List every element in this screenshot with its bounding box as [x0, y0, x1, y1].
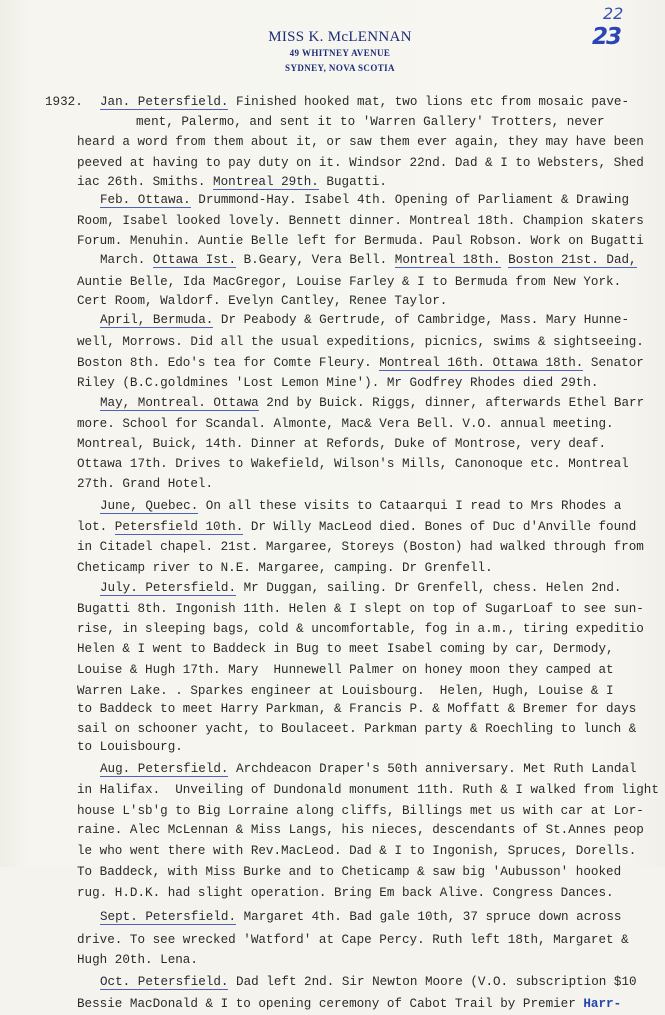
line-text: Auntie Belle, Ida MacGregor, Louise Farley & I to Bermuda from New York.: [77, 275, 622, 289]
diary-line: [77, 454, 629, 475]
line-text: March.: [100, 253, 153, 267]
diary-line: [77, 132, 644, 153]
line-text: 27th. Grand Hotel.: [77, 477, 214, 491]
diary-line: [77, 994, 621, 1015]
underlined-heading: Feb. Ottawa.: [100, 193, 191, 207]
line-text: le who went there with Rev.MacLeod. Dad & I to Ingonish, Spruces, Dorells.: [77, 844, 637, 858]
line-text: Louise & Hugh 17th. Mary Hunnewell Palmer on honey moon they camped at: [77, 663, 614, 677]
diary-line: [77, 660, 614, 681]
line-text: Mr Duggan, sailing. Dr Grenfell, chess. Helen 2nd.: [236, 581, 622, 595]
line-text: sail on schooner yacht, to Boulaceet. Parkman party & Roechling to lunch &: [77, 722, 637, 736]
line-text: Drummond-Hay. Isabel 4th. Opening of Parliament & Drawing: [190, 193, 630, 207]
line-text: lot.: [77, 520, 115, 534]
diary-line: [100, 972, 637, 993]
underlined-heading: Petersfield 10th.: [114, 520, 244, 534]
diary-line: [77, 537, 644, 558]
handwritten-page-number-corrected: 23: [592, 24, 621, 50]
underlined-heading: Ottawa Ist.: [152, 253, 237, 267]
line-text: peeved at having to pay duty on it. Windsor 22nd. Dad & I to Websters, Shed: [77, 156, 644, 170]
line-text: B.Geary, Vera Bell.: [236, 253, 395, 267]
diary-body: [0, 92, 665, 1011]
line-text: house L'sb'g to Big Lorraine along cliffs, Billings met us with car at Lor-: [77, 804, 644, 818]
diary-line: [77, 883, 614, 904]
line-text: Warren Lake. . Sparkes engineer at Louisbourg. Helen, Hugh, Louise & I: [77, 684, 614, 698]
underlined-heading: Montreal 29th.: [213, 175, 319, 189]
diary-line: [77, 332, 644, 353]
diary-line: [100, 578, 621, 599]
line-text: iac 26th. Smiths.: [77, 175, 214, 189]
year-label: 1932.: [45, 95, 83, 109]
diary-line: [77, 599, 644, 620]
diary-line: [77, 737, 183, 758]
line-text: in Citadel chapel. 21st. Margaree, Storeys (Boston) had walked through from: [77, 540, 644, 554]
line-text: Montreal, Buick, 14th. Dinner at Refords, Duke of Montrose, very deaf.: [77, 437, 607, 451]
line-text: Forum. Menuhin. Auntie Belle left for Bermuda. Paul Robson. Work on Bugatti: [77, 234, 644, 248]
line-text: to Louisbourg.: [77, 740, 183, 754]
line-text: Cheticamp river to N.E. Margaree, camping. Dr Grenfell.: [77, 561, 493, 575]
diary-line: [77, 353, 644, 374]
diary-line: [77, 517, 636, 538]
handwritten-correction: Harr-: [583, 997, 622, 1011]
diary-line: [77, 930, 629, 951]
line-text: Archdeacon Draper's 50th anniversary. Met Ruth Landal: [228, 762, 637, 776]
underlined-heading: July. Petersfield.: [100, 581, 237, 595]
line-text: Cert Room, Waldorf. Evelyn Cantley, Renee Taylor.: [77, 294, 448, 308]
line-text: rise, in sleeping bags, cold & uncomfortable, fog in a.m., tiring expeditio: [77, 622, 644, 636]
line-text: To Baddeck, with Miss Burke and to Cheticamp & saw big 'Aubusson' hooked: [77, 865, 622, 879]
diary-line: [77, 639, 614, 660]
diary-line: [77, 291, 447, 312]
letterhead: [250, 28, 430, 76]
line-text: Bessie MacDonald & I to opening ceremony of Cabot Trail by Premier: [77, 997, 584, 1011]
diary-line: [77, 619, 644, 640]
line-text: Dr Willy MacLeod died. Bones of Duc d'Anville found: [243, 520, 637, 534]
line-text: to Baddeck to meet Harry Parkman, & Francis P. & Moffatt & Bremer for days: [77, 702, 637, 716]
underlined-heading: Sept. Petersfield.: [100, 910, 237, 924]
diary-line: [77, 699, 636, 720]
line-text: Finished hooked mat, two lions etc from mosaic pave-: [228, 95, 630, 109]
underlined-heading: May, Montreal. Ottawa: [100, 396, 259, 410]
diary-line: [100, 496, 621, 517]
line-text: heard a word from them about it, or saw them ever again, they may have been: [77, 135, 644, 149]
line-text: Ottawa 17th. Drives to Wakefield, Wilson's Mills, Canonoque etc. Montreal: [77, 457, 629, 471]
line-text: Riley (B.C.goldmines 'Lost Lemon Mine'). Mr Godfrey Rhodes died 29th.: [77, 376, 599, 390]
underlined-heading: Oct. Petersfield.: [100, 975, 229, 989]
line-text: Room, Isabel looked lovely. Bennett dinner. Montreal 18th. Champion skaters: [77, 214, 644, 228]
diary-line: [100, 393, 644, 414]
line-text: 2nd by Buick. Riggs, dinner, afterwards Ethel Barr: [258, 396, 645, 410]
underlined-heading: Montreal 18th.: [394, 253, 501, 267]
line-text: [501, 253, 509, 267]
line-text: Boston 8th. Edo's tea for Comte Fleury.: [77, 356, 380, 370]
diary-line: [77, 414, 614, 435]
line-text: in Halifax. Unveiling of Dundonald monument 11th. Ruth & I walked from light: [77, 783, 659, 797]
diary-line: [77, 474, 213, 495]
handwritten-page-number: 22: [603, 4, 624, 23]
line-text: Senator: [583, 356, 644, 370]
diary-line: [77, 434, 606, 455]
line-text: drive. To see wrecked 'Watford' at Cape Percy. Ruth left 18th, Margaret &: [77, 933, 629, 947]
letterhead-address-city: SYDNEY, NOVA SCOTIA: [285, 63, 395, 73]
line-text: rug. H.D.K. had slight operation. Bring Em back Alive. Congress Dances.: [77, 886, 614, 900]
diary-line: [100, 250, 637, 271]
line-text: raine. Alec McLennan & Miss Langs, his nieces, descendants of St.Annes peop: [77, 823, 644, 837]
underlined-heading: April, Bermuda.: [100, 313, 214, 327]
diary-line: [77, 558, 493, 579]
diary-line: [77, 211, 644, 232]
line-text: Dad left 2nd. Sir Newton Moore (V.O. subscription $10: [228, 975, 637, 989]
line-text: On all these visits to Cataarqui I read to Mrs Rhodes a: [198, 499, 622, 513]
diary-line: [136, 112, 605, 133]
line-text: Bugatti 8th. Ingonish 11th. Helen & I slept on top of SugarLoaf to see sun-: [77, 602, 644, 616]
diary-line: [77, 820, 644, 841]
diary-line: [100, 190, 629, 211]
letterhead-address-street: 49 WHITNEY AVENUE: [289, 48, 391, 58]
line-text: Dr Peabody & Gertrude, of Cambridge, Mass. Mary Hunne-: [213, 313, 630, 327]
line-text: more. School for Scandal. Almonte, Mac& Vera Bell. V.O. annual meeting.: [77, 417, 614, 431]
diary-line: [77, 780, 659, 801]
line-text: well, Morrows. Did all the usual expeditions, picnics, swims & sightseeing.: [77, 335, 644, 349]
diary-line: [77, 950, 198, 971]
diary-line: [100, 92, 629, 113]
diary-line: [100, 759, 637, 780]
line-text: Hugh 20th. Lena.: [77, 953, 198, 967]
line-text: Bugatti.: [318, 175, 387, 189]
diary-line: [77, 801, 644, 822]
diary-line: [77, 373, 598, 394]
underlined-heading: Montreal 16th. Ottawa 18th.: [379, 356, 584, 370]
diary-line: [100, 310, 629, 331]
underlined-heading: Boston 21st. Dad,: [508, 253, 637, 267]
line-text: Margaret 4th. Bad gale 10th, 37 spruce down across: [236, 910, 622, 924]
diary-line: [77, 153, 644, 174]
diary-line: [100, 907, 621, 928]
diary-line: [77, 862, 621, 883]
line-text: ment, Palermo, and sent it to 'Warren Gallery' Trotters, never: [136, 115, 605, 129]
line-text: Helen & I went to Baddeck in Bug to meet Isabel coming by car, Dermody,: [77, 642, 614, 656]
letterhead-name: MISS K. McLENNAN: [268, 29, 412, 45]
diary-line: [77, 841, 636, 862]
diary-line: [77, 231, 644, 252]
underlined-heading: June, Quebec.: [100, 499, 199, 513]
diary-line: [77, 272, 621, 293]
underlined-heading: Jan. Petersfield.: [100, 95, 229, 109]
underlined-heading: Aug. Petersfield.: [100, 762, 229, 776]
